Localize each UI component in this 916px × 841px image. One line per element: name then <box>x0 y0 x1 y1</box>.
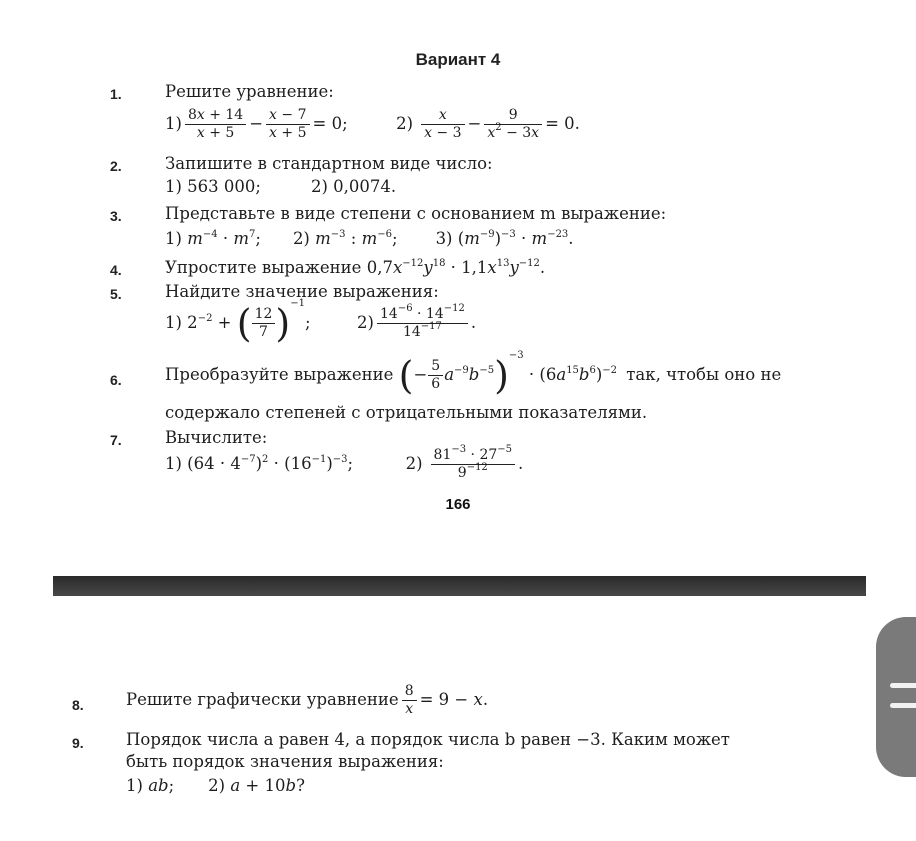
task-9-text-a: Порядок числа a равен 4, а порядок числа b равен −3. Каким может <box>126 730 730 749</box>
side-menu-button[interactable] <box>876 617 916 777</box>
variant-title: Вариант 4 <box>415 50 501 69</box>
task-5-number: 5. <box>110 286 122 302</box>
task-2-item-1: 1) 563 000; <box>165 177 261 196</box>
task-1-text: Решите уравнение: <box>165 82 334 101</box>
task-1-number: 1. <box>110 86 122 102</box>
task-8-text: Решите графически уравнение $\frac{8}{x}$ = 9 − x. <box>126 683 489 717</box>
menu-icon-bar-bottom <box>890 703 916 708</box>
task-3-number: 3. <box>110 208 122 224</box>
task-2-text: Запишите в стандартном виде число: <box>165 154 493 173</box>
task-2-number: 2. <box>110 158 122 174</box>
page-divider <box>53 576 866 596</box>
task-8-number: 8. <box>72 697 84 713</box>
menu-icon-bar-top <box>890 683 916 688</box>
task-5-items: 1) $2^{-2}$ + ( $\frac{12}{7}$ )$^{-1}$; 2) $\frac{14^{-6} \cdot 14^{-12}}{14^{-17}}$ . <box>165 298 477 346</box>
page-number: 166 <box>445 496 471 513</box>
task-5-text: Найдите значение выражения: <box>165 282 439 301</box>
task-4-text: Упростите выражение $0,7x^{-12}y^{18} \cdot 1,1x^{13}y^{-12}$. <box>165 258 546 277</box>
task-4-label: Упростите выражение <box>165 258 362 277</box>
task-9-items: 1) ab; 2) a + 10b? <box>126 776 305 795</box>
task-9-number: 9. <box>72 735 84 751</box>
task-3-text: Представьте в виде степени с основанием m выражение: <box>165 204 667 223</box>
task-7-text: Вычислите: <box>165 428 268 447</box>
task-6-text-a: Преобразуйте выражение <box>165 365 394 384</box>
task-3-items: 1) $m^{-4} \cdot m^7$; 2) $m^{-3}$ : $m^{-6}$; 3) $(m^{-9})^{-3} \cdot m^{-23}$. <box>165 229 574 248</box>
task-7-items: 1) $(64 \cdot 4^{-7})^2 \cdot (16^{-1})^{-3}$; 2) $\frac{81^{-3} \cdot 27^{-5}}{9^{-12}}$ . <box>165 444 524 481</box>
task-4-number: 4. <box>110 262 122 278</box>
task-6-text-b: так, чтобы оно не <box>626 365 782 384</box>
task-6-line-1: Преобразуйте выражение (− $\frac{5}{6}$ $a^{-9}b^{-5})^{-3} \cdot (6a^{15}b^6)^{-2}$ так, чтобы оно не <box>165 350 782 398</box>
task-7-number: 7. <box>110 432 122 448</box>
task-1-equations: 1) $\frac{8x + 14}{x + 5}$ − $\frac{x - 7}{x + 5}$ = 0; 2) $\frac{x}{x - 3}$ − $\frac{9}{x^2 - 3x}$ = 0. <box>165 107 580 141</box>
task-2-item-2: 2) 0,0074. <box>311 177 397 196</box>
task-9-text-b: быть порядок значения выражения: <box>126 752 444 771</box>
task-8-label: Решите графически уравнение <box>126 690 399 709</box>
task-6-text-c: содержало степеней с отрицательными показателями. <box>165 403 648 422</box>
task-6-number: 6. <box>110 372 122 388</box>
